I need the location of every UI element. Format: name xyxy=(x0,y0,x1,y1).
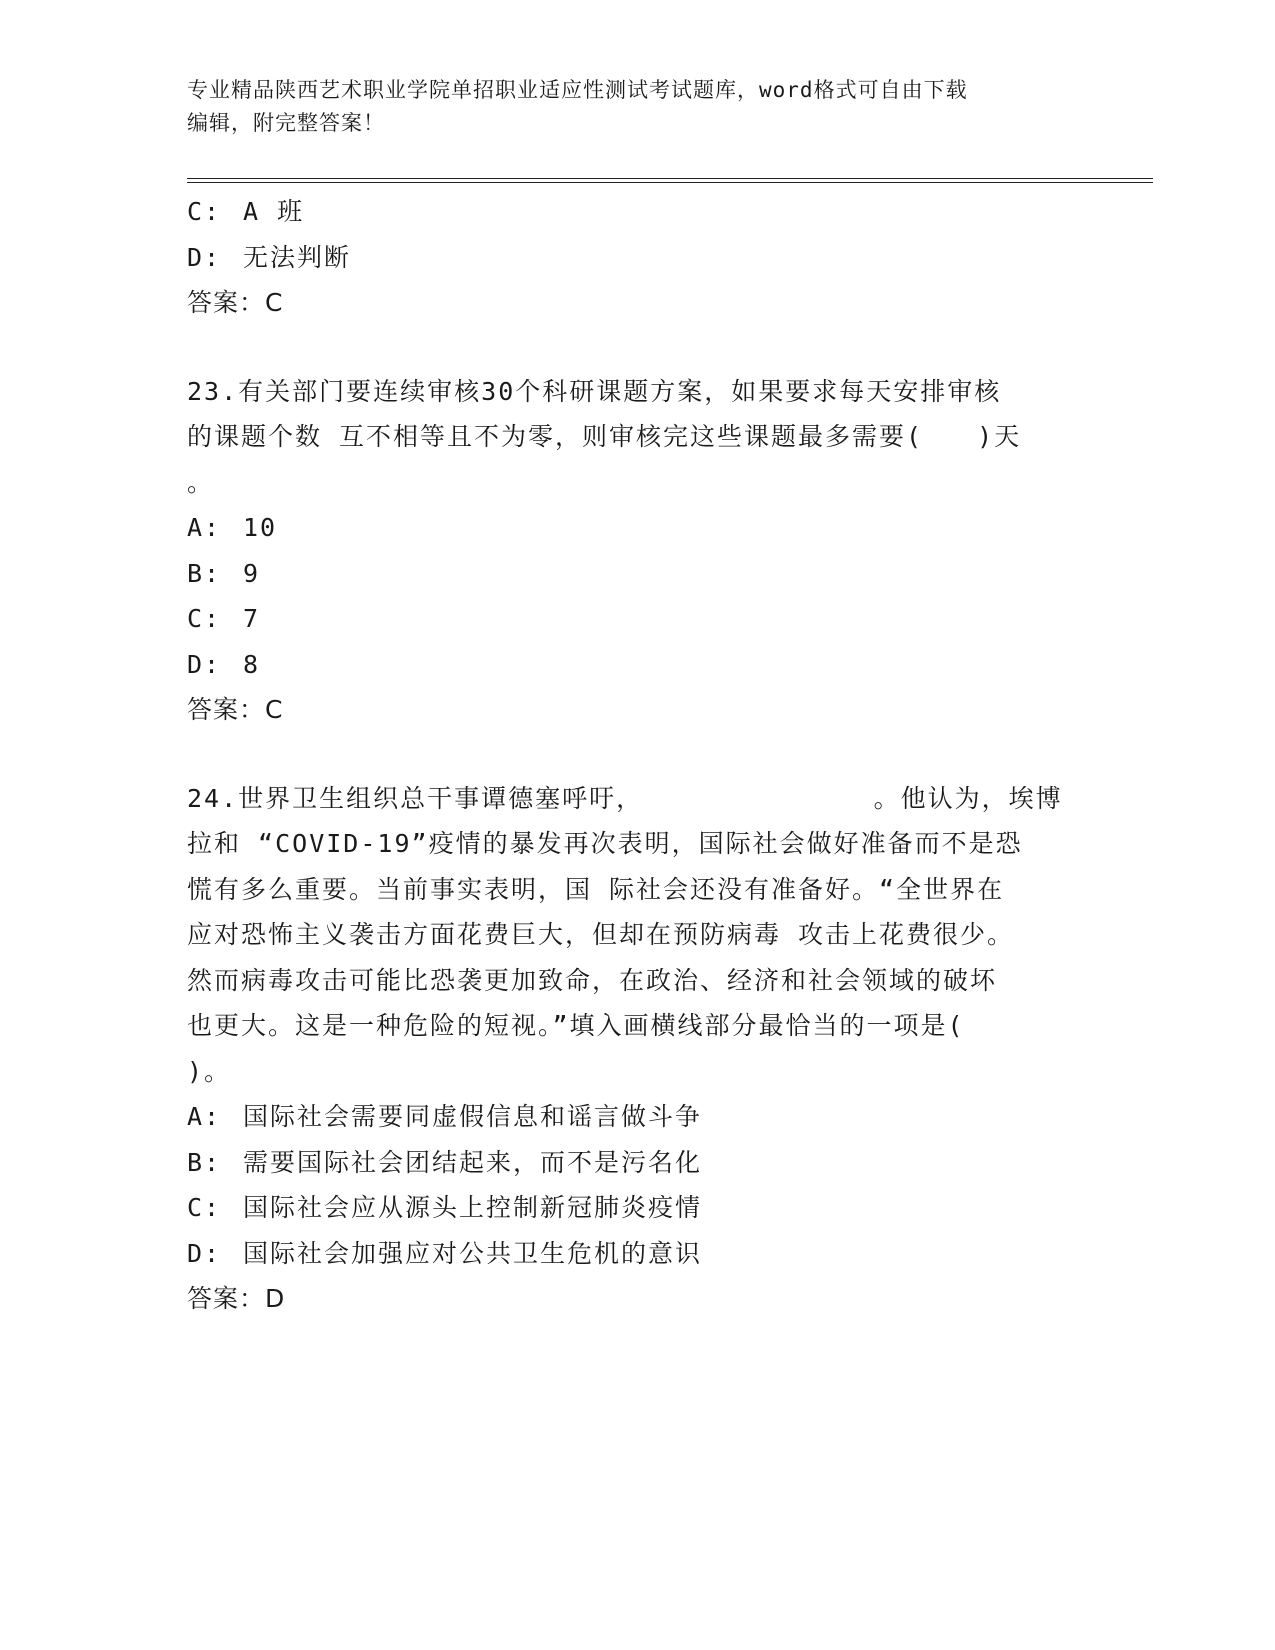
question-24 xyxy=(187,776,1087,1322)
option-b xyxy=(187,551,1087,597)
option-d xyxy=(187,1231,1087,1277)
option-text: 7 xyxy=(243,604,261,633)
option-text: 8 xyxy=(243,649,261,679)
question-text-line: 23.有关部门要连续审核30个科研课题方案，如果要求每天安排审核 xyxy=(187,376,1002,406)
header-divider-bottom xyxy=(187,182,1153,183)
header-line-2: 编辑，附完整答案！ xyxy=(187,111,385,135)
answer-line: 答案：C xyxy=(187,288,284,317)
question-text-line: 应对恐怖主义袭击方面花费巨大，但却在预防病毒 攻击上花费很少。 xyxy=(187,920,1015,949)
option-letter: C: xyxy=(187,604,222,633)
option-letter: A: xyxy=(187,513,222,542)
option-c xyxy=(187,1185,1087,1231)
option-d xyxy=(187,235,1087,281)
option-letter: D: xyxy=(187,242,222,272)
option-letter: C: xyxy=(187,197,222,226)
question-text-line: 的课题个数 互不相等且不为零，则审核完这些课题最多需要( )天 xyxy=(187,422,1022,451)
answer-line: 答案：C xyxy=(187,695,284,724)
option-letter: C: xyxy=(187,1193,222,1222)
question-text-line: 然而病毒攻击可能比恐袭更加致命，在政治、经济和社会领域的破坏 xyxy=(187,965,998,995)
option-text: 国际社会应从源头上控制新冠肺炎疫情 xyxy=(243,1193,703,1222)
option-text: 10 xyxy=(243,513,278,542)
option-a xyxy=(187,505,1087,551)
header-divider-top xyxy=(187,178,1153,179)
option-text: 国际社会需要同虚假信息和谣言做斗争 xyxy=(243,1102,703,1131)
header-line-1: 专业精品陕西艺术职业学院单招职业适应性测试考试题库，word格式可自由下载 xyxy=(187,78,968,102)
page-header xyxy=(187,74,1087,140)
option-letter: D: xyxy=(187,1238,222,1268)
option-letter: D: xyxy=(187,649,222,679)
option-c xyxy=(187,189,1087,235)
option-d xyxy=(187,642,1087,688)
option-letter: B: xyxy=(187,558,222,588)
option-text: 无法判断 xyxy=(243,242,352,272)
option-text: A 班 xyxy=(243,197,305,226)
question-text-line: 24.世界卫生组织总干事谭德塞呼吁， 。他认为，埃博 xyxy=(187,783,1063,813)
question-22-tail xyxy=(187,189,1087,326)
option-b xyxy=(187,1140,1087,1186)
option-letter: A: xyxy=(187,1102,222,1131)
option-text: 需要国际社会团结起来，而不是污名化 xyxy=(243,1147,703,1177)
answer-line: 答案：D xyxy=(187,1284,286,1313)
document-body xyxy=(187,189,1087,1322)
option-text: 国际社会加强应对公共卫生危机的意识 xyxy=(243,1238,703,1268)
question-text-line: 。 xyxy=(187,467,215,497)
option-text: 9 xyxy=(243,558,261,588)
question-text-line: 拉和 “COVID-19”疫情的暴发再次表明，国际社会做好准备而不是恐 xyxy=(187,829,1023,858)
question-text-line: )。 xyxy=(187,1056,232,1086)
option-letter: B: xyxy=(187,1147,222,1177)
question-text-line: 慌有多么重要。当前事实表明，国 际社会还没有准备好。“全世界在 xyxy=(187,874,1005,904)
option-c xyxy=(187,596,1087,642)
question-text-line: 也更大。这是一种危险的短视。”填入画横线部分最恰当的一项是( xyxy=(187,1011,965,1040)
option-a xyxy=(187,1094,1087,1140)
question-23 xyxy=(187,369,1087,733)
